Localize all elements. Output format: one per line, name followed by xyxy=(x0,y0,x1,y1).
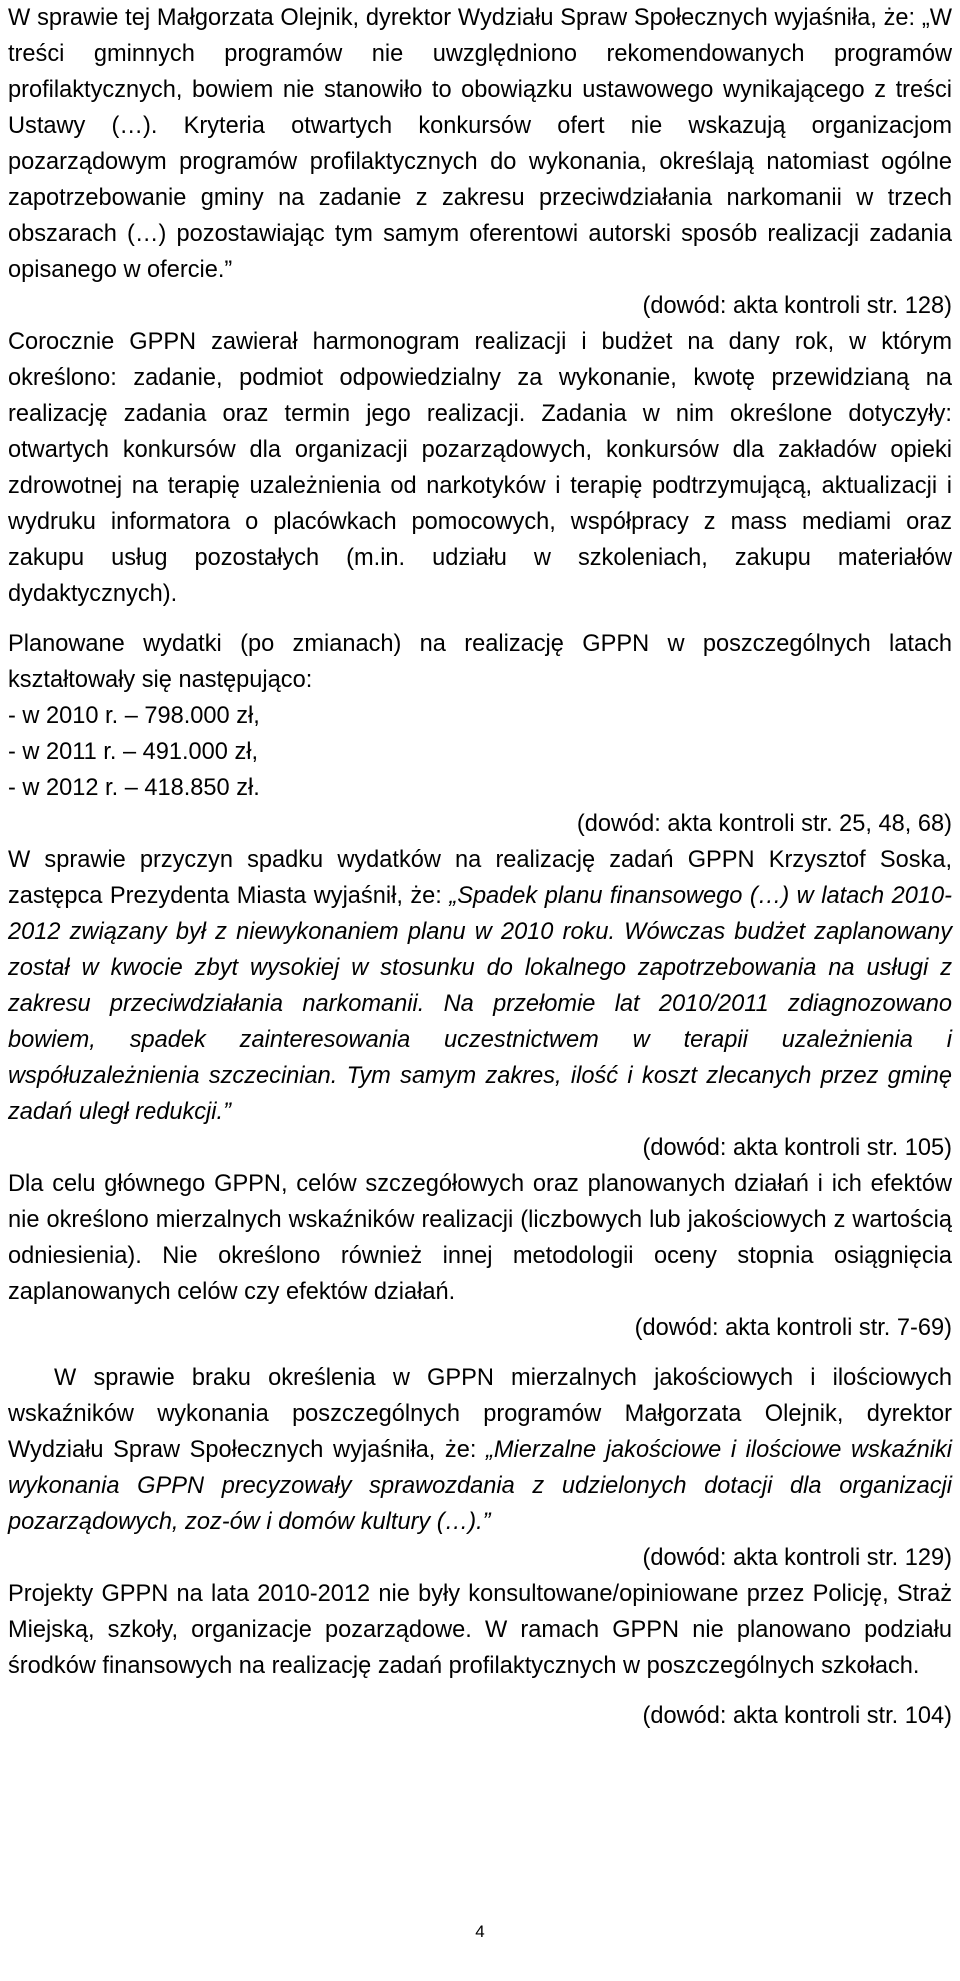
source-note-1: (dowód: akta kontroli str. 128) xyxy=(642,293,952,319)
document-page xyxy=(8,0,952,1981)
source-note-6: (dowód: akta kontroli str. 129) xyxy=(642,1545,952,1571)
spacer xyxy=(8,1346,952,1360)
paragraph-6 xyxy=(8,1360,952,1540)
paragraph-5: Dla celu głównego GPPN, celów szczegółowych oraz planowanych działań i ich efektów nie określono mierzalnych wskaźników realizacji (liczbowych lub jakościowych z wartością odniesienia). Nie określono również innej metodologii oceny stopnia osiągnięcia zaplanowanych celów czy efektów działań. xyxy=(8,1171,952,1305)
paragraph-4-quote: „Spadek planu finansowego (…) w latach 2010-2012 związany był z niewykonaniem planu w 2010 roku. Wówczas budżet zaplanowany został w kwocie zbyt wysokiej w stosunku do lokalnego zapotrzebowania na usługi z zakresu przeciwdziałania narkomanii. Na przełomie lat 2010/2011 zdiagnozowano bowiem, spadek zainteresowania uczestnictwem w terapii uzależnienia i współuzależnienia szczecinian. Tym samym zakres, ilość i koszt zlecanych przez gminę zadań uległ redukcji.” xyxy=(8,883,952,1125)
source-note-5: (dowód: akta kontroli str. 7-69) xyxy=(634,1315,952,1341)
spacer xyxy=(8,612,952,626)
expense-item-2010: - w 2010 r. – 798.000 zł, xyxy=(8,703,260,729)
source-note-3: (dowód: akta kontroli str. 25, 48, 68) xyxy=(576,811,952,837)
paragraph-1: W sprawie tej Małgorzata Olejnik, dyrektor Wydziału Spraw Społecznych wyjaśniła, że: „W treści gminnych programów nie uwzględniono rekomendowanych programów profilaktycznych, bowiem nie stanowiło to obowiązku ustawowego wynikającego z treści Ustawy (…). Kryteria otwartych konkursów ofert nie wskazują organizacjom pozarządowym programów profilaktycznych do wykonania, określają natomiast ogólne zapotrzebowanie gminy na zadanie z zakresu przeciwdziałania narkomanii w trzech obszarach (…) pozostawiając tym samym oferentowi autorski sposób realizacji zadania opisanego w ofercie.” xyxy=(8,5,952,283)
paragraph-4 xyxy=(8,842,952,1130)
paragraph-4-intro: W sprawie przyczyn spadku wydatków na realizację zadań GPPN Krzysztof Soska, zastępca Prezydenta Miasta wyjaśnił, że: xyxy=(8,847,952,909)
expense-item-2011: - w 2011 r. – 491.000 zł, xyxy=(8,739,259,765)
paragraph-6-quote: „Mierzalne jakościowe i ilościowe wskaźniki wykonania GPPN precyzowały sprawozdania z udzielonych dotacji dla organizacji pozarządowych, zoz-ów i domów kultury (…).” xyxy=(8,1437,952,1535)
paragraph-6-intro: W sprawie braku określenia w GPPN mierzalnych jakościowych i ilościowych wskaźników wykonania poszczególnych programów Małgorzata Olejnik, dyrektor Wydziału Spraw Społecznych wyjaśniła, że: xyxy=(8,1365,952,1463)
source-note-7: (dowód: akta kontroli str. 104) xyxy=(642,1703,952,1729)
page-number: 4 xyxy=(475,1922,485,1941)
paragraph-7: Projekty GPPN na lata 2010-2012 nie były konsultowane/opiniowane przez Policję, Straż Miejską, szkoły, organizacje pozarządowe. W ramach GPPN nie planowano podziału środków finansowych na realizację zadań profilaktycznych w poszczególnych szkołach. xyxy=(8,1581,952,1679)
paragraph-3: Planowane wydatki (po zmianach) na realizację GPPN w poszczególnych latach kształtowały się następująco: xyxy=(8,631,952,693)
paragraph-2: Corocznie GPPN zawierał harmonogram realizacji i budżet na dany rok, w którym określono: zadanie, podmiot odpowiedzialny za wykonanie, kwotę przewidzianą na realizację zadania oraz termin jego realizacji. Zadania w nim określone dotyczyły: otwartych konkursów dla organizacji pozarządowych, konkursów dla zakładów opieki zdrowotnej na terapię uzależnienia od narkotyków i terapię podtrzymującą, aktualizacji i wydruku informatora o placówkach pomocowych, współpracy z mass mediami oraz zakupu usług pozostałych (m.in. udziału w szkoleniach, zakupu materiałów dydaktycznych). xyxy=(8,329,952,607)
source-note-4: (dowód: akta kontroli str. 105) xyxy=(642,1135,952,1161)
expense-item-2012: - w 2012 r. – 418.850 zł. xyxy=(8,775,260,801)
spacer xyxy=(8,1684,952,1698)
expense-list xyxy=(8,698,952,806)
